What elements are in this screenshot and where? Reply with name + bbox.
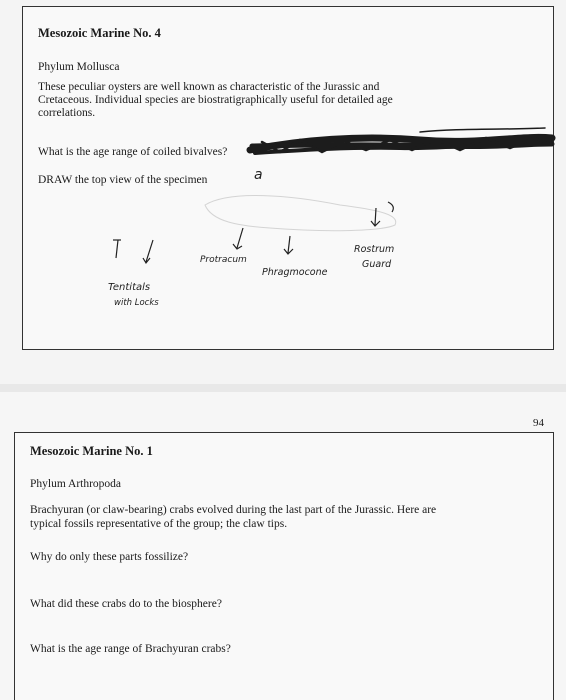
scribble-redaction xyxy=(250,128,552,153)
description-line: typical fossils representative of the group; the claw tips. xyxy=(30,518,288,530)
phylum-label: Phylum Arthropoda xyxy=(30,478,122,490)
page-number: 94 xyxy=(533,417,544,429)
question-biosphere: What did these crabs do to the biosphere? xyxy=(30,598,222,610)
answer-letter: a xyxy=(254,167,263,183)
label-tentitals: Tentitals xyxy=(108,282,151,293)
phylum-label: Phylum Mollusca xyxy=(38,61,120,73)
instruction-draw: DRAW the top view of the specimen xyxy=(38,174,208,186)
specimen-card-marine-1 xyxy=(14,432,554,700)
annotation-arrows xyxy=(113,202,393,263)
description-line: Brachyuran (or claw-bearing) crabs evolved during the last part of the Jurassic. Here are xyxy=(30,504,437,516)
label-guard: Guard xyxy=(362,259,392,270)
description-line: These peculiar oysters are well known as characteristic of the Jurassic and xyxy=(38,81,380,93)
card-title: Mesozoic Marine No. 4 xyxy=(38,26,161,40)
label-phragmocone: Phragmocone xyxy=(262,267,328,278)
question-age-range: What is the age range of coiled bivalves? xyxy=(38,146,228,158)
label-rostrum: Rostrum xyxy=(354,244,395,255)
card-title: Mesozoic Marine No. 1 xyxy=(30,444,153,458)
label-protracum: Protracum xyxy=(200,255,247,265)
label-with-locks: with Locks xyxy=(114,298,159,308)
question-fossilize: Why do only these parts fossilize? xyxy=(30,551,189,563)
question-age-range: What is the age range of Brachyuran crabs? xyxy=(30,643,231,655)
description-line: Cretaceous. Individual species are biostratigraphically useful for detailed age xyxy=(38,94,393,106)
description-line: correlations. xyxy=(38,107,96,119)
specimen-sketch xyxy=(205,196,396,231)
